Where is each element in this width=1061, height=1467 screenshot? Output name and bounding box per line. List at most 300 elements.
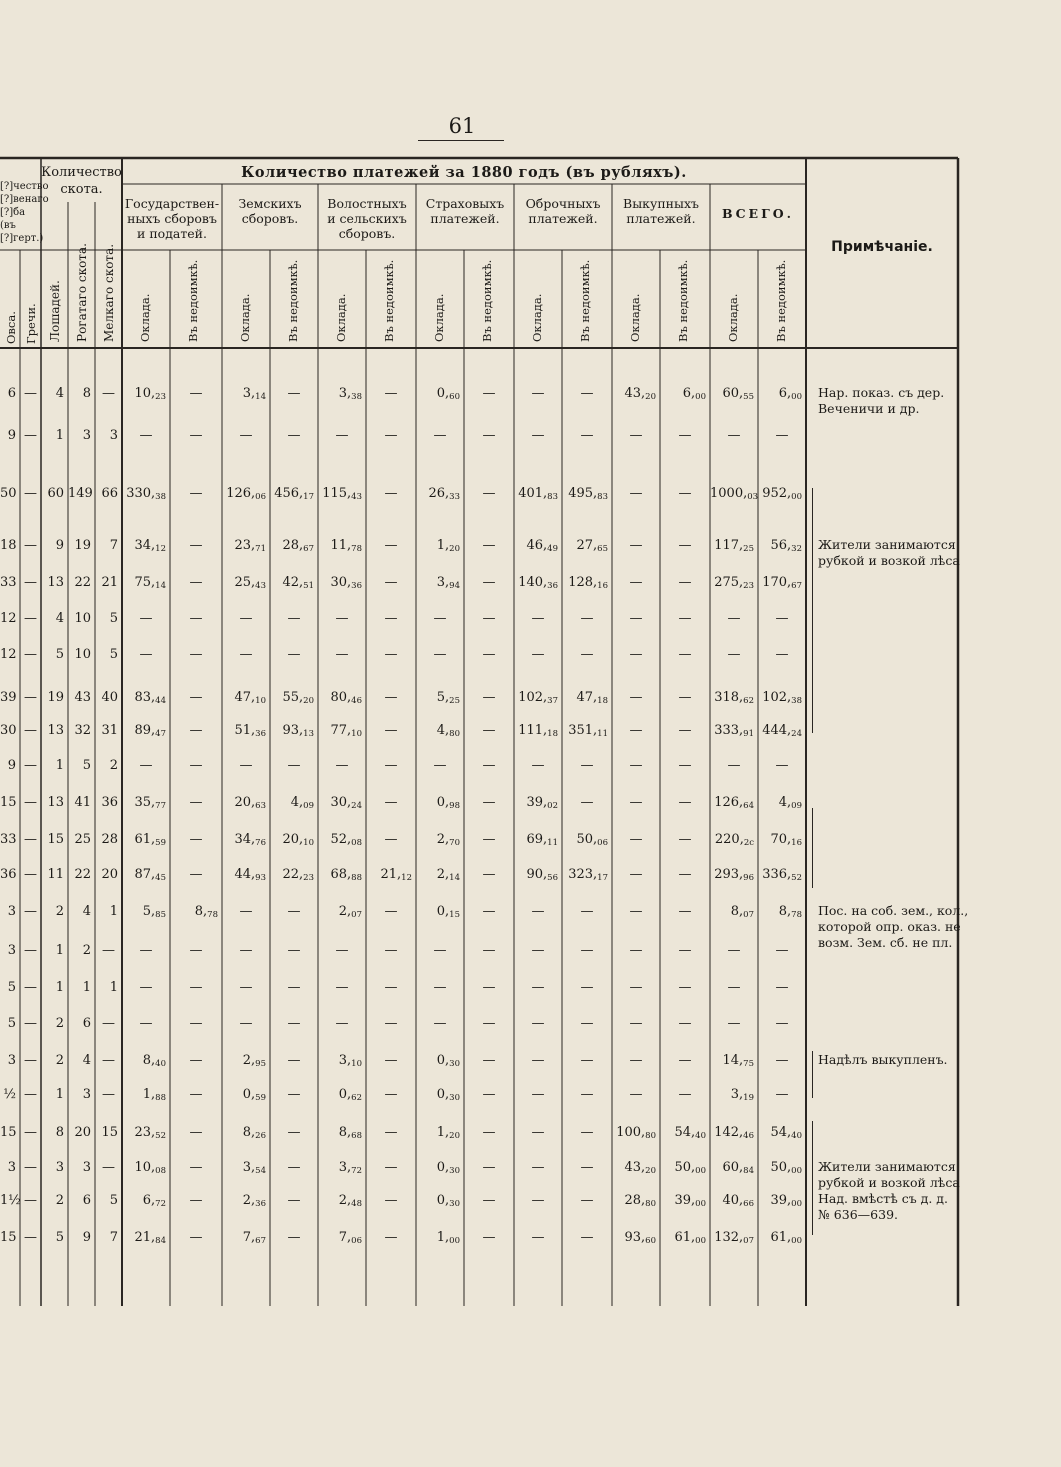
cell-buckwheat: — — [24, 795, 37, 810]
cell-payment: — — [629, 1087, 643, 1102]
cell-payment: — — [580, 1160, 594, 1175]
cell-payment: — — [335, 1016, 349, 1031]
cell-payment: 61,59 — [134, 832, 166, 848]
cell-payment: 1,00 — [436, 1230, 460, 1246]
cell-payment: 8,40 — [142, 1053, 166, 1069]
cell-payment: 87,45 — [134, 867, 166, 883]
cell-payment: — — [629, 980, 643, 995]
cell-payment: — — [580, 1016, 594, 1031]
cell-cut-oats: 6 — [7, 386, 16, 401]
cell-payment: 20,63 — [234, 795, 266, 811]
cell-cut-oats: 5 — [7, 980, 16, 995]
cell-payment: — — [482, 943, 496, 958]
statistics-table — [0, 158, 969, 1306]
cell-payment: — — [189, 832, 203, 847]
cell-cattle: 19 — [74, 538, 91, 553]
cell-payment: — — [727, 611, 741, 626]
cell-payment: 47,10 — [234, 690, 266, 706]
cell-payment: — — [189, 575, 203, 590]
cell-payment: — — [139, 647, 153, 662]
cell-small-livestock: 1 — [109, 980, 118, 995]
cell-payment: — — [139, 428, 153, 443]
cell-payment: 25,43 — [234, 575, 266, 591]
cell-payment: 170,67 — [762, 575, 802, 591]
cell-payment: 44,93 — [234, 867, 266, 883]
cell-small-livestock: 7 — [109, 538, 118, 553]
payments-title: Количество платежей за 1880 годъ (въ рубляхъ). — [241, 164, 687, 181]
cell-buckwheat: — — [24, 575, 37, 590]
cell-payment: — — [287, 1087, 301, 1102]
cell-payment: 2,14 — [436, 867, 460, 883]
cell-cattle: 8 — [82, 386, 91, 401]
cell-payment: — — [482, 832, 496, 847]
cell-payment: 54,40 — [770, 1125, 802, 1141]
cell-payment: — — [384, 647, 398, 662]
cell-cattle: 32 — [74, 723, 91, 738]
cell-payment: 23,52 — [134, 1125, 166, 1141]
cell-cut-oats: 3 — [7, 1160, 16, 1175]
cell-buckwheat: — — [24, 904, 37, 919]
cell-payment: — — [287, 386, 301, 401]
cell-payment: — — [629, 904, 643, 919]
cell-payment: — — [384, 723, 398, 738]
cell-cattle: 22 — [74, 575, 91, 590]
cell-payment: 1,20 — [436, 538, 460, 554]
cell-payment: 93,13 — [282, 723, 314, 739]
cell-small-livestock: 1 — [109, 904, 118, 919]
cell-payment: — — [580, 980, 594, 995]
cell-payment: 3,72 — [338, 1160, 362, 1176]
cell-payment: — — [335, 428, 349, 443]
cell-payment: — — [775, 611, 789, 626]
cell-payment: — — [678, 723, 692, 738]
cell-payment: — — [189, 723, 203, 738]
cell-payment: — — [580, 428, 594, 443]
cell-payment: — — [727, 647, 741, 662]
cell-payment: — — [678, 904, 692, 919]
cell-payment: 14,75 — [722, 1053, 754, 1069]
cell-payment: — — [433, 428, 447, 443]
cell-payment: — — [482, 1087, 496, 1102]
cell-payment: 111,18 — [518, 723, 558, 739]
cell-payment: — — [629, 575, 643, 590]
cell-payment: — — [287, 1230, 301, 1245]
cell-payment: 330,38 — [126, 486, 166, 502]
cell-payment: — — [482, 904, 496, 919]
cell-payment: 51,36 — [234, 723, 266, 739]
cell-cut-oats: 39 — [0, 690, 17, 705]
cell-payment: — — [384, 1053, 398, 1068]
cell-payment: — — [482, 428, 496, 443]
cell-horses: 60 — [47, 486, 64, 501]
cell-cut-oats: 9 — [7, 428, 16, 443]
row-note-line: рубкой и возкой лѣса — [818, 553, 960, 568]
cell-payment: 142,46 — [714, 1125, 754, 1141]
cell-payment: — — [629, 647, 643, 662]
cell-payment: 275,23 — [714, 575, 754, 591]
cell-payment: — — [678, 428, 692, 443]
cell-payment: — — [189, 1160, 203, 1175]
cell-payment: — — [678, 538, 692, 553]
cell-payment: — — [335, 758, 349, 773]
cell-payment: 43,20 — [624, 1160, 656, 1176]
cell-payment: 39,02 — [526, 795, 558, 811]
cell-payment: — — [629, 611, 643, 626]
cell-small-livestock: 15 — [101, 1125, 118, 1140]
cell-payment: 30,36 — [330, 575, 362, 591]
cell-payment: 52,08 — [330, 832, 362, 848]
cell-payment: — — [531, 980, 545, 995]
cell-payment: 126,64 — [714, 795, 754, 811]
cell-payment: — — [384, 538, 398, 553]
row-note — [818, 385, 944, 417]
cell-payment: 68,88 — [330, 867, 362, 883]
cell-payment: — — [139, 611, 153, 626]
cell-horses: 3 — [55, 1160, 64, 1175]
cell-payment: — — [580, 386, 594, 401]
cell-payment: — — [580, 1087, 594, 1102]
cell-payment: 102,37 — [518, 690, 558, 706]
cell-cut-oats: 3 — [7, 904, 16, 919]
cell-payment: — — [775, 943, 789, 958]
cell-payment: — — [384, 575, 398, 590]
cell-payment: — — [287, 1016, 301, 1031]
cell-payment: 102,38 — [762, 690, 802, 706]
row-note-line: которой опр. оказ. не — [818, 919, 961, 934]
cell-payment: 8,07 — [730, 904, 754, 920]
cell-payment: 323,17 — [568, 867, 608, 883]
cell-payment: 336,52 — [762, 867, 802, 883]
cell-horses: 1 — [55, 1087, 64, 1102]
cell-horses: 2 — [55, 1016, 64, 1031]
cell-payment: — — [678, 795, 692, 810]
cell-horses: 5 — [55, 1230, 64, 1245]
cell-payment: — — [629, 1016, 643, 1031]
cell-payment: — — [287, 1125, 301, 1140]
cell-horses: 1 — [55, 758, 64, 773]
row-note — [818, 1159, 960, 1223]
cell-payment: — — [189, 1053, 203, 1068]
cell-payment: — — [384, 1230, 398, 1245]
cell-payment: — — [384, 1125, 398, 1140]
cell-cut-oats: 12 — [0, 611, 17, 626]
cell-buckwheat: — — [24, 1230, 37, 1245]
payment-group-label: Выкупныхъ платежей. — [623, 196, 699, 226]
cell-buckwheat: — — [24, 867, 37, 882]
cell-payment: — — [482, 1016, 496, 1031]
cell-payment: — — [384, 428, 398, 443]
cell-payment: — — [775, 1016, 789, 1031]
cell-buckwheat: — — [24, 980, 37, 995]
row-note — [818, 903, 968, 951]
cell-payment: — — [629, 943, 643, 958]
cell-horses: 4 — [55, 386, 64, 401]
cell-cattle: 3 — [82, 1160, 91, 1175]
cell-cattle: 10 — [74, 611, 91, 626]
notes-header: Примѣчаніе. — [831, 239, 933, 255]
cell-payment: 50,06 — [576, 832, 608, 848]
page-number: 61 — [448, 114, 476, 138]
cell-payment: 1,20 — [436, 1125, 460, 1141]
cell-payment: — — [287, 1053, 301, 1068]
cell-payment: — — [239, 611, 253, 626]
cell-payment: — — [239, 980, 253, 995]
cell-payment: — — [384, 832, 398, 847]
cell-payment: — — [580, 647, 594, 662]
cell-horses: 15 — [47, 832, 64, 847]
cell-payment: — — [482, 690, 496, 705]
note-brace — [812, 808, 819, 888]
cell-horses: 5 — [55, 647, 64, 662]
cell-payment: — — [189, 1087, 203, 1102]
cell-buckwheat: — — [24, 428, 37, 443]
cell-cattle: 149 — [68, 486, 93, 501]
cell-small-livestock: 2 — [109, 758, 118, 773]
cell-cut-oats: 3 — [7, 943, 16, 958]
cell-payment: 495,83 — [568, 486, 608, 502]
cell-payment: — — [678, 1053, 692, 1068]
cell-payment: — — [678, 575, 692, 590]
page-number-rule — [418, 140, 504, 141]
cell-payment: — — [531, 1160, 545, 1175]
cell-small-livestock: — — [102, 1016, 115, 1031]
sub-col-arrears: Въ недоимкѣ. — [676, 259, 690, 342]
cell-buckwheat: — — [24, 486, 37, 501]
cell-cut-oats: 36 — [0, 867, 17, 882]
cell-small-livestock: 66 — [101, 486, 118, 501]
cell-payment: — — [482, 758, 496, 773]
cell-payment: — — [775, 428, 789, 443]
cell-payment: — — [384, 904, 398, 919]
cell-payment: — — [139, 980, 153, 995]
livestock-group-label: Количество скота. — [41, 165, 122, 197]
cell-small-livestock: 3 — [109, 428, 118, 443]
cell-payment: — — [384, 758, 398, 773]
cell-cattle: 25 — [74, 832, 91, 847]
payment-group-label: Земскихъ сборовъ. — [238, 196, 302, 226]
cell-payment: — — [384, 1160, 398, 1175]
cell-payment: 83,44 — [134, 690, 166, 706]
cell-payment: — — [629, 867, 643, 882]
cut-col-buckwheat: Гречи. — [24, 303, 38, 344]
cell-payment: 69,11 — [526, 832, 558, 848]
cell-payment: 293,96 — [714, 867, 754, 883]
cell-payment: 21,84 — [134, 1230, 166, 1246]
cell-payment: 60,84 — [722, 1160, 754, 1176]
cell-payment: 220,2c — [714, 832, 754, 848]
cell-payment: 140,36 — [518, 575, 558, 591]
cell-payment: — — [678, 647, 692, 662]
cell-cattle: 4 — [82, 1053, 91, 1068]
cell-payment: 50,00 — [770, 1160, 802, 1176]
cell-payment: — — [580, 758, 594, 773]
cell-buckwheat: — — [24, 611, 37, 626]
cell-cut-oats: 15 — [0, 1125, 17, 1140]
cell-payment: — — [482, 795, 496, 810]
cell-payment: — — [384, 1016, 398, 1031]
cell-payment: — — [678, 611, 692, 626]
cell-payment: — — [482, 1053, 496, 1068]
cell-buckwheat: — — [24, 386, 37, 401]
sub-col-assessed: Оклада. — [628, 293, 642, 342]
cell-horses: 2 — [55, 904, 64, 919]
cell-payment: — — [189, 611, 203, 626]
cell-payment: 3,94 — [436, 575, 460, 591]
sub-col-assessed: Оклада. — [726, 293, 740, 342]
row-note-line: Нар. показ. съ дер. — [818, 385, 945, 400]
cell-horses: 4 — [55, 611, 64, 626]
cell-payment: — — [580, 795, 594, 810]
cell-payment: 2,07 — [338, 904, 362, 920]
livestock-col-cattle: Рогатаго скота. — [75, 243, 89, 342]
cell-small-livestock: 36 — [101, 795, 118, 810]
sub-col-assessed: Оклада. — [238, 293, 252, 342]
cell-payment: 8,26 — [242, 1125, 266, 1141]
cell-payment: 6,72 — [142, 1193, 166, 1209]
cell-payment: — — [335, 980, 349, 995]
cell-payment: — — [239, 1016, 253, 1031]
cell-payment: — — [189, 867, 203, 882]
cell-payment: 46,49 — [526, 538, 558, 554]
cell-buckwheat: — — [24, 1193, 37, 1208]
cell-payment: — — [384, 943, 398, 958]
cell-payment: 3,38 — [338, 386, 362, 402]
cell-buckwheat: — — [24, 1016, 37, 1031]
cell-payment: 20,10 — [282, 832, 314, 848]
cell-payment: 39,00 — [770, 1193, 802, 1209]
cell-payment: 117,25 — [714, 538, 754, 554]
cell-small-livestock: — — [102, 1087, 115, 1102]
cell-payment: — — [482, 723, 496, 738]
cell-cattle: 3 — [82, 428, 91, 443]
cell-payment: — — [239, 943, 253, 958]
livestock-col-horses: Лошадей. — [48, 280, 62, 342]
payment-group-label: Волостныхъ и сельскихъ сборовъ. — [327, 196, 407, 241]
cell-payment: 22,23 — [282, 867, 314, 883]
cell-payment: — — [482, 647, 496, 662]
cell-payment: — — [482, 611, 496, 626]
cell-payment: — — [189, 428, 203, 443]
cell-cattle: 1 — [82, 980, 91, 995]
cell-payment: — — [629, 690, 643, 705]
cell-buckwheat: — — [24, 758, 37, 773]
cell-payment: 5,85 — [142, 904, 166, 920]
cell-payment: 318,62 — [714, 690, 754, 706]
cell-payment: 90,56 — [526, 867, 558, 883]
cell-payment: 126,06 — [226, 486, 266, 502]
cell-payment: — — [433, 943, 447, 958]
sub-col-arrears: Въ недоимкѣ. — [286, 259, 300, 342]
cell-small-livestock: 7 — [109, 1230, 118, 1245]
cell-payment: — — [335, 647, 349, 662]
cell-small-livestock: 21 — [101, 575, 118, 590]
cell-cut-oats: 3 — [7, 1053, 16, 1068]
cell-payment: 952,00 — [762, 486, 802, 502]
cell-payment: — — [727, 1016, 741, 1031]
cell-payment: — — [482, 1193, 496, 1208]
cell-payment: — — [531, 611, 545, 626]
cell-payment: 6,00 — [778, 386, 802, 402]
cell-payment: — — [239, 758, 253, 773]
cell-payment: — — [189, 647, 203, 662]
cell-payment: — — [482, 1125, 496, 1140]
cell-payment: — — [629, 723, 643, 738]
cell-payment: 4,09 — [778, 795, 802, 811]
cell-payment: — — [580, 1125, 594, 1140]
cell-payment: 0,30 — [436, 1160, 460, 1176]
cell-payment: 0,60 — [436, 386, 460, 402]
row-note-line: рубкой и возкой лѣса — [818, 1175, 960, 1190]
cell-payment: 10,08 — [134, 1160, 166, 1176]
cell-cattle: 20 — [74, 1125, 91, 1140]
cell-payment: — — [531, 386, 545, 401]
sub-col-assessed: Оклада. — [334, 293, 348, 342]
cell-payment: 89,47 — [134, 723, 166, 739]
cell-payment: — — [482, 867, 496, 882]
cell-payment: — — [678, 758, 692, 773]
sub-col-assessed: Оклада. — [432, 293, 446, 342]
sub-col-assessed: Оклада. — [138, 293, 152, 342]
cell-buckwheat: — — [24, 1160, 37, 1175]
cell-buckwheat: — — [24, 943, 37, 958]
cell-payment: — — [531, 943, 545, 958]
cell-cut-oats: 30 — [0, 723, 17, 738]
cell-buckwheat: — — [24, 832, 37, 847]
cell-payment: — — [189, 1016, 203, 1031]
cell-payment: — — [287, 943, 301, 958]
cell-payment: 3,14 — [242, 386, 266, 402]
cell-payment: — — [580, 1230, 594, 1245]
cell-payment: — — [239, 428, 253, 443]
cell-payment: — — [531, 1016, 545, 1031]
cell-payment: 40,66 — [722, 1193, 754, 1209]
payment-group-label: Страховыхъ платежей. — [425, 196, 505, 226]
cell-payment: 5,25 — [436, 690, 460, 706]
cell-payment: 80,46 — [330, 690, 362, 706]
cell-payment: — — [678, 1016, 692, 1031]
cell-horses: 13 — [47, 575, 64, 590]
cell-horses: 13 — [47, 795, 64, 810]
cell-payment: — — [678, 867, 692, 882]
cell-payment: — — [189, 795, 203, 810]
cell-horses: 13 — [47, 723, 64, 738]
cell-payment: — — [482, 1160, 496, 1175]
row-note-line: Жители занимаются — [818, 537, 956, 552]
cell-payment: — — [335, 611, 349, 626]
cell-payment: — — [482, 486, 496, 501]
cell-payment: 0,98 — [436, 795, 460, 811]
row-note-line: возм. Зем. сб. не пл. — [818, 935, 953, 950]
cell-payment: 444,24 — [762, 723, 802, 739]
cell-payment: 34,76 — [234, 832, 266, 848]
cell-payment: — — [531, 1053, 545, 1068]
cell-payment: — — [287, 1160, 301, 1175]
cell-payment: — — [287, 611, 301, 626]
cell-payment: — — [531, 904, 545, 919]
cell-horses: 2 — [55, 1053, 64, 1068]
cell-payment: — — [775, 980, 789, 995]
cell-payment: — — [433, 758, 447, 773]
cell-payment: 35,77 — [134, 795, 166, 811]
cell-payment: — — [287, 904, 301, 919]
sub-col-arrears: Въ недоимкѣ. — [186, 259, 200, 342]
cell-cattle: 41 — [74, 795, 91, 810]
cell-payment: — — [775, 758, 789, 773]
cell-small-livestock: 20 — [101, 867, 118, 882]
cell-payment: 34,12 — [134, 538, 166, 554]
cell-cattle: 9 — [82, 1230, 91, 1245]
cell-payment: 28,80 — [624, 1193, 656, 1209]
